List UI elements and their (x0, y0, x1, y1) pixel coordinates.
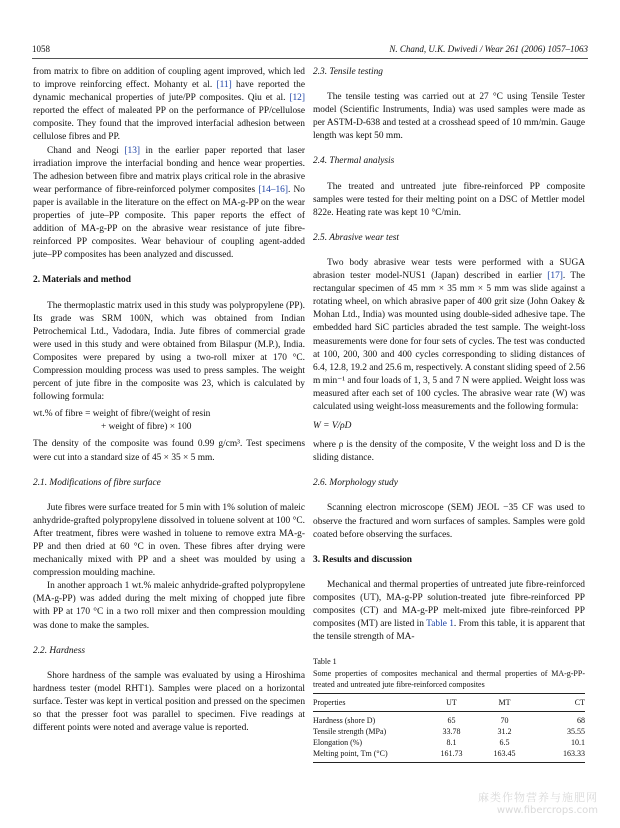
intro-paragraph-2: Chand and Neogi [13] in the earlier paper reported that laser irradiation improve the interfacial bonding and hence wear properties. The adhesion between fibre and matrix plays critical role in the abrasive wear performance of fibre-reinforced polymer composites [14–16]. No paper is available in the literature on the effect on MA-g-PP on the wear properties of jute–PP composite. This paper reports the effect of addition of MA-g-PP on the abrasive wear resistance of jute fibre-reinforced PP composites. Wear behaviour of coupling agent-added jute–PP composites has been analyzed and discussed. (33, 145, 305, 261)
table-header-cell: MT (478, 694, 531, 712)
table-header-cell: Properties (313, 694, 425, 712)
watermark-text: 麻类作物营养与施肥网 (478, 791, 598, 804)
table-link[interactable]: Table 1 (426, 619, 454, 630)
table-cell: 33.78 (442, 727, 461, 737)
subsection-heading: 2.1. Modifications of fibre surface (33, 477, 161, 488)
right-column (313, 66, 585, 763)
hardness-paragraph: Shore hardness of the sample was evaluated by using a Hiroshima hardness tester (model RHT1). Samples were placed on a horizontal surface. Tester was kept in vertical position and pressed on the specimen so that the presser foot was parallel to specimen. Five readings at different points were noted and average value is reported. (33, 670, 306, 734)
table-cell: 163.45 (478, 748, 531, 763)
intro-paragraph-1: from matrix to fibre on addition of coupling agent improved, which led to improve reinforcing effect. Mohanty et al. [11] have reported the dynamic mechanical properties of jute/PP composites. Qiu et al. [12] reported the effect of maleated PP on the performance of PP/cellulose composite. They found that the improved interfacial adhesion between cellulose fibres and PP. (33, 67, 305, 143)
subsection-heading: 2.2. Hardness (33, 645, 85, 656)
header-rule (32, 58, 588, 59)
table-row (313, 712, 585, 727)
section-heading: 3. Results and discussion (313, 554, 412, 565)
table-cell: 8.1 (446, 738, 457, 748)
table-label: Table 1 (313, 657, 337, 667)
morphology-paragraph: Scanning electron microscope (SEM) JEOL −35 CF was used to observe the fractured and worn surfaces of samples. Samples were gold coated before observing the surfaces. (313, 503, 585, 540)
watermark (478, 789, 598, 816)
density-paragraph: The density of the composite was found 0.99 g/cm³. Test specimens were cut into a standard size of 45 × 35 × 5 mm. (33, 439, 305, 463)
equation-explanation: where ρ is the density of the composite, V the weight loss and D is the sliding distance. (313, 440, 585, 464)
table-caption (313, 656, 585, 690)
running-title: N. Chand, U.K. Dwivedi / Wear 261 (2006) 1057–1063 (389, 44, 588, 54)
table-cell: 65 (447, 716, 456, 726)
melt-mixing-paragraph: In another approach 1 wt.% maleic anhydride-grafted polypropylene (MA-g-PP) was added during the melt mixing of chopped jute fibre with PP at 170 °C in a two roll mixer and then compression moulding was done to make the samples. (33, 581, 305, 631)
table-cell: Melting point, Tm (°C) (313, 748, 425, 763)
watermark-url: www.fibercrops.com (496, 805, 598, 816)
citation-link[interactable]: [13] (124, 145, 141, 156)
table-cell: 31.2 (497, 727, 512, 737)
citation-link[interactable]: [14–16] (258, 184, 288, 195)
table-header-cell: CT (531, 694, 585, 712)
fibre-weight-equation: wt.% of fibre = weight of fibre/(weight of resin + weight of fibre) × 100 (33, 409, 211, 433)
citation-link[interactable]: [11] (216, 80, 232, 91)
table-cell: 6.5 (499, 738, 510, 748)
wear-rate-equation: W = V/ρD (313, 421, 352, 432)
citation-link[interactable]: [17] (547, 271, 563, 282)
table-cell: Tensile strength (MPa) (313, 727, 387, 737)
table-row (313, 726, 585, 737)
table-cell: 163.33 (531, 748, 585, 763)
tensile-paragraph: The tensile testing was carried out at 27 °C using Tensile Tester model (Scientific Instruments, India) was used samples were made as per ASTM-D-638 and tested at a crosshead speed of 10 mm/min. Gauge length was kept 50 mm. (313, 92, 585, 142)
table-header-row (313, 694, 585, 712)
subsection-heading: 2.6. Morphology study (313, 478, 398, 489)
table-cell: 161.73 (425, 748, 478, 763)
table-cell: Elongation (%) (313, 738, 363, 748)
citation-link[interactable]: [12] (289, 93, 305, 104)
left-column (33, 66, 305, 735)
surface-treatment-paragraph: Jute fibres were surface treated for 5 min with 1% solution of maleic anhydride-grafted polypropylene dissolved in toluene solvent at 100 °C. After treatment, fibres were washed in toluene to remove extra MA-g-PP and then dried at 60 °C in oven. These fibres after drying were mechanically mixed with PP and a sheet was moulded by using a compression moulding machine. (33, 502, 305, 579)
table-caption-text: Some properties of composites mechanical and thermal properties of MA-g-PP-treated and untreated jute fibre-reinforced composites (313, 669, 585, 690)
table-row (313, 748, 585, 763)
materials-paragraph: The thermoplastic matrix used in this study was polypropylene (PP). Its grade was SRM 100N, which was obtained from Indian Petrochemical Ltd., Vadodara, India. Jute fibres of commercial grade were used in this study and were obtained from Bilaspur (M.P.), India. Composites were prepared by using a two-roll mixer at 170 °C. Compression moulding process was used to press samples. The weight percent of jute fibre in the composite was 23, which is calculated by following formula: (33, 300, 305, 403)
table-header-cell: UT (425, 694, 478, 712)
table-cell: 68 (577, 716, 585, 726)
thermal-paragraph: The treated and untreated jute fibre-reinforced PP composite samples were tested for their melting point on a DSC of Mettler model 822e. Heating rate was kept 10 °C/min. (313, 181, 585, 218)
subsection-heading: 2.5. Abrasive wear test (313, 232, 400, 243)
table-cell: 35.55 (567, 727, 585, 737)
table-cell: 70 (500, 716, 509, 726)
properties-table (313, 693, 585, 763)
table-row (313, 737, 585, 748)
table-cell: Hardness (shore D) (313, 716, 376, 726)
abrasive-paragraph: Two body abrasive wear tests were performed with a SUGA abrasion tester model-NUS1 (Japan) described in earlier [17]. The rectangular specimen of 45 mm × 35 mm × 5 mm was slide against a rotating wheel, on which abrasive paper of 400 grit size (John Oakey & Mohan Ltd., India) was mounted using double-sided adhesive tape. The embedded hard SiC particles abraded the test sample. The weight-loss measurements were done for four sets of cycles. The test was conducted at 100, 200, 300 and 400 cycles corresponding to sliding distances of 6.4, 12.8, 19.2 and 25.6 m, respectively. A constant sliding speed of 2.56 m min⁻¹ and four loads of 1, 3, 5 and 7 N were applied. Weight loss was measured after each set of 100 cycles. The abrasive wear rate (W) was calculated using weight-loss measurements and the following formula: (313, 257, 586, 412)
table-cell: 10.1 (571, 738, 585, 748)
subsection-heading: 2.4. Thermal analysis (313, 156, 395, 167)
running-header (32, 44, 588, 58)
results-paragraph: Mechanical and thermal properties of untreated jute fibre-reinforced composites (UT), MA-g-PP solution-treated jute fibre-reinforced PP composites (CT) and MA-g-PP melt-mixed jute fibre-reinforced PP composites (MT) are listed in Table 1. From this table, it is apparent that the tensile strength of MA- (313, 579, 585, 643)
page-number: 1058 (32, 44, 50, 54)
subsection-heading: 2.3. Tensile testing (313, 67, 383, 77)
section-heading: 2. Materials and method (33, 275, 131, 286)
